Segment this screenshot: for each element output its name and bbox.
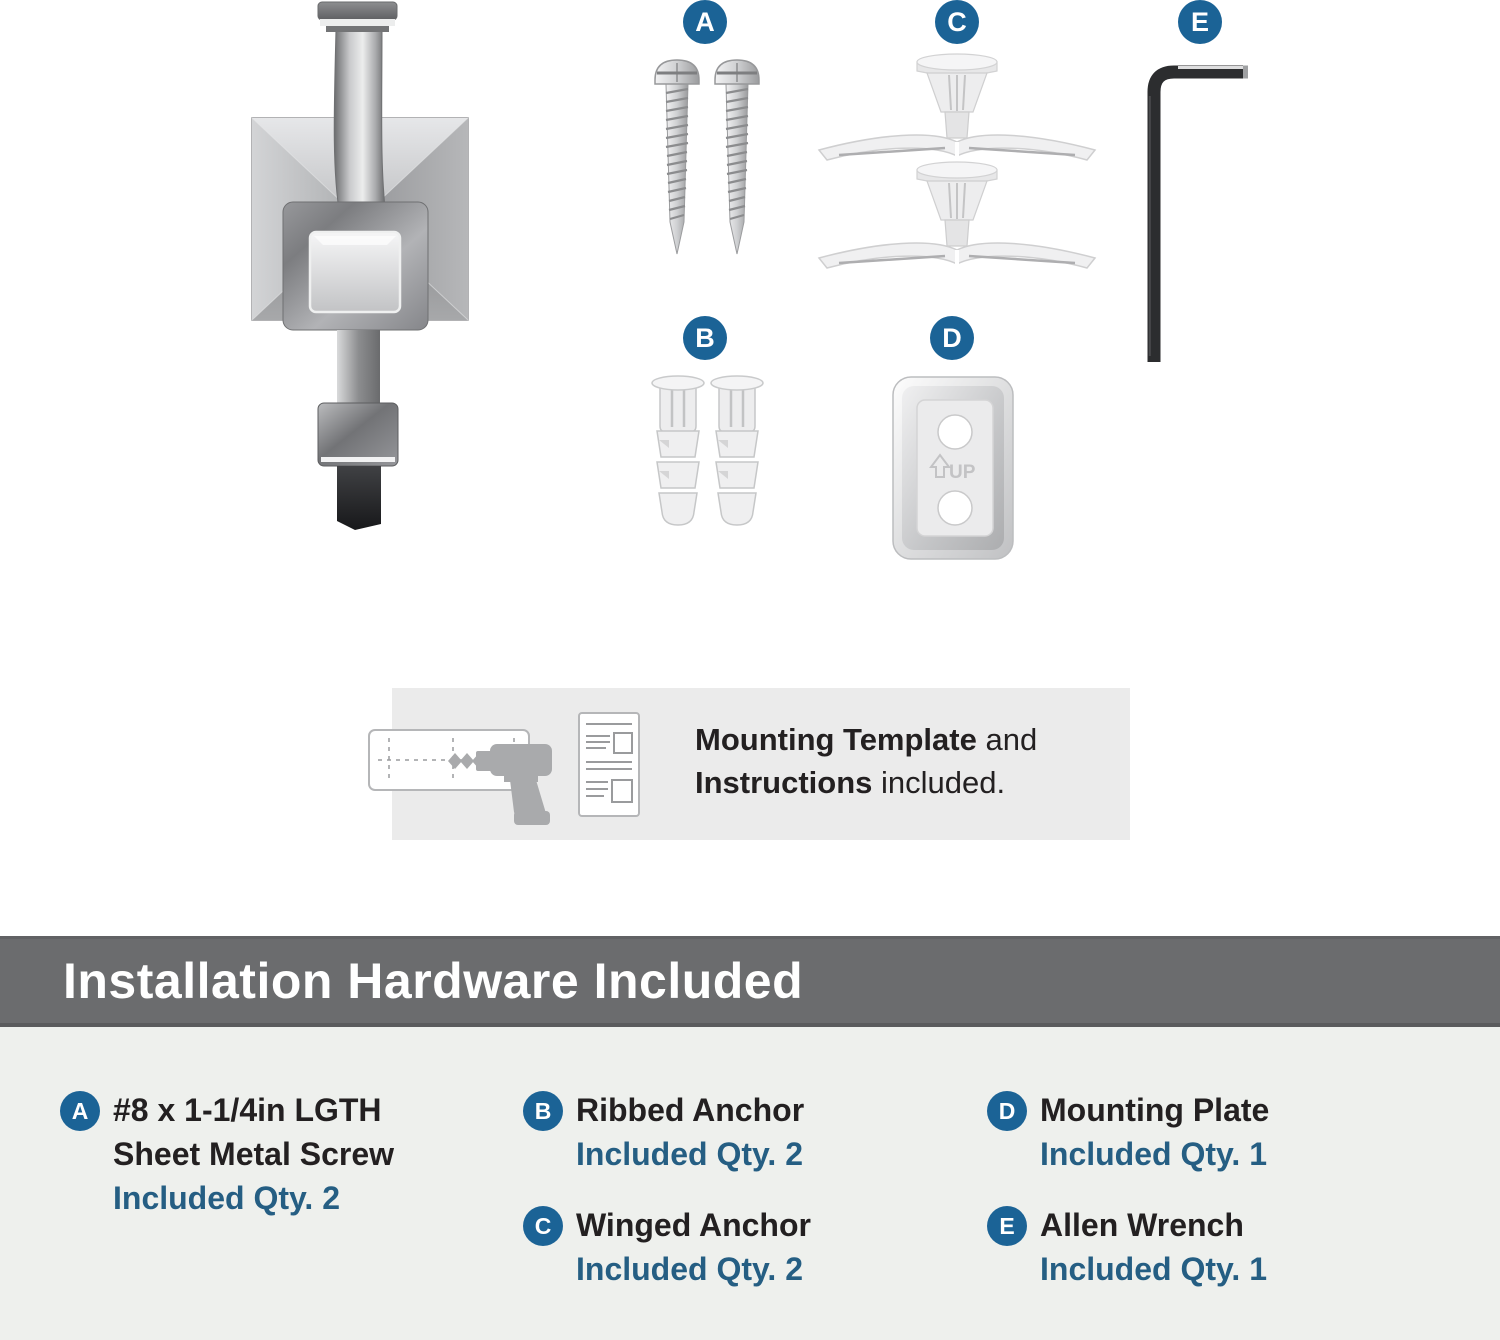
robe-hook-product-image <box>230 0 490 532</box>
legend-label: Winged Anchor <box>576 1207 811 1243</box>
strip-line2-bold: Instructions <box>695 765 873 800</box>
legend-label: Sheet Metal Screw <box>113 1136 394 1172</box>
legend-qty: Included Qty. 2 <box>113 1180 340 1216</box>
legend-item-ribbed-anchor <box>523 1088 811 1176</box>
callout-badge-d: D <box>930 316 974 360</box>
legend-badge-a: A <box>60 1091 100 1131</box>
legend-label: Ribbed Anchor <box>576 1092 805 1128</box>
legend-column-2 <box>523 1088 811 1318</box>
legend-badge-c: C <box>523 1206 563 1246</box>
mounting-plate-engraving: UP <box>949 462 976 483</box>
strip-line-1 <box>695 718 1037 761</box>
legend-badge-b: B <box>523 1091 563 1131</box>
legend-column-3 <box>987 1088 1269 1318</box>
legend-label: #8 x 1-1/4in LGTH <box>113 1092 382 1128</box>
mounting-template-text <box>695 718 1037 804</box>
callout-badge-b: B <box>683 316 727 360</box>
legend-qty: Included Qty. 1 <box>1040 1136 1267 1172</box>
drill-icon <box>446 738 558 826</box>
ribbed-anchor-icon <box>638 374 770 536</box>
section-title: Installation Hardware Included <box>63 953 804 1009</box>
legend-badge-d: D <box>987 1091 1027 1131</box>
mounting-plate-icon <box>890 374 1016 562</box>
legend-qty: Included Qty. 2 <box>576 1251 803 1287</box>
legend-item-allen-wrench <box>987 1203 1269 1291</box>
sheet-metal-screw-icon <box>613 54 783 266</box>
callout-badge-e: E <box>1178 0 1222 44</box>
legend-item-winged-anchor <box>523 1203 811 1291</box>
strip-line-2 <box>695 761 1037 804</box>
callout-badge-a: A <box>683 0 727 44</box>
section-header-bar <box>0 936 1500 1027</box>
strip-line2-rest: included. <box>872 765 1006 800</box>
instructions-sheet-icon <box>578 712 640 817</box>
legend-item-mounting-plate <box>987 1088 1269 1176</box>
allen-wrench-icon <box>1140 56 1258 372</box>
strip-line1-rest: and <box>976 722 1038 757</box>
legend-label: Allen Wrench <box>1040 1207 1244 1243</box>
strip-line1-bold: Mounting Template <box>695 722 977 757</box>
callout-badge-c: C <box>935 0 979 44</box>
legend-qty: Included Qty. 2 <box>576 1136 803 1172</box>
legend-badge-e: E <box>987 1206 1027 1246</box>
legend-qty: Included Qty. 1 <box>1040 1251 1267 1287</box>
mounting-template-strip <box>392 688 1130 840</box>
legend-column-1 <box>60 1088 394 1247</box>
legend-label: Mounting Plate <box>1040 1092 1270 1128</box>
legend-item-screw <box>60 1088 394 1220</box>
winged-anchor-icon <box>815 52 1099 274</box>
